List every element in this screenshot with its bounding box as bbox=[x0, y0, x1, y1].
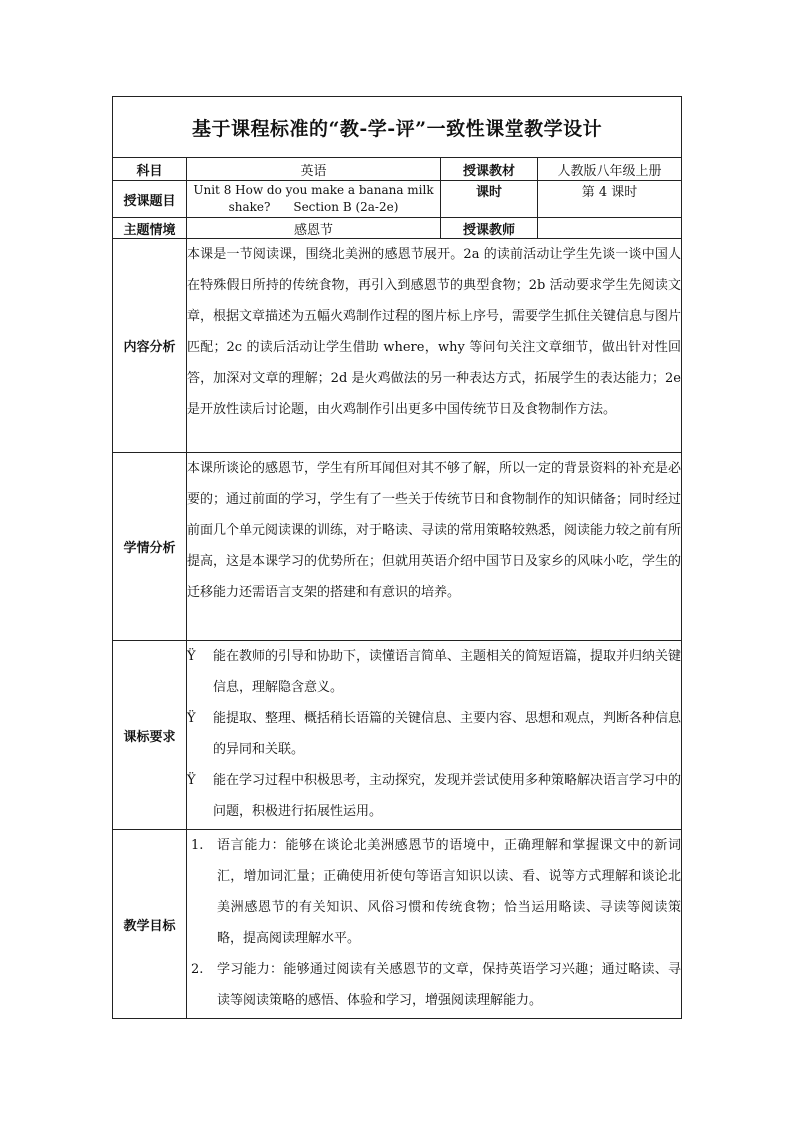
list-item bbox=[187, 703, 681, 765]
period-value: 第 4 课时 bbox=[538, 181, 682, 218]
document-title: 基于课程标准的“教-学-评”一致性课堂教学设计 bbox=[113, 97, 682, 158]
theme-value: 感恩节 bbox=[187, 218, 441, 239]
content-analysis-label: 内容分析 bbox=[113, 239, 187, 453]
requirement-text: 能提取、整理、概括稍长语篇的关键信息、主要内容、思想和观点，判断各种信息的异同和关联。 bbox=[213, 711, 682, 757]
teacher-label: 授课教师 bbox=[441, 218, 538, 239]
item-number: 1. bbox=[191, 838, 204, 853]
goal-text: 语言能力：能够在谈论北美洲感恩节的语境中，正确理解和掌握课文中的新词汇，增加词汇量；正确使用祈使句等语言知识以读、看、说等方式理解和谈论北美洲感恩节的有关知识、风俗习惯和传统食物；恰当运用略读、寻读等阅读策略，提高阅读理解水平。 bbox=[217, 838, 682, 946]
lesson-plan-table bbox=[112, 96, 682, 1019]
subject-label: 科目 bbox=[113, 158, 187, 181]
bullet-marker: Ÿ bbox=[187, 711, 196, 726]
period-label: 课时 bbox=[441, 181, 538, 218]
list-item bbox=[187, 765, 681, 827]
student-analysis-label: 学情分析 bbox=[113, 453, 187, 641]
teacher-value bbox=[538, 218, 682, 239]
material-value: 人教版八年级上册 bbox=[538, 158, 682, 181]
student-analysis-text: 本课所谈论的感恩节，学生有所耳闻但对其不够了解，所以一定的背景资料的补充是必要的；通过前面的学习，学生有了一些关于传统节日和食物制作的知识储备；同时经过前面几个单元阅读课的训练，对于略读、寻读的常用策略较熟悉，阅读能力较之前有所提高，这是本课学习的优势所在；但就用英语介绍中国节日及家乡的风味小吃，学生的迁移能力还需语言支架的搭建和有意识的培养。 bbox=[187, 453, 682, 641]
topic-label: 授课题目 bbox=[113, 181, 187, 218]
list-item bbox=[187, 641, 681, 703]
goal-text: 学习能力：能够通过阅读有关感恩节的文章，保持英语学习兴趣；通过略读、寻读等阅读策略的感悟、体验和学习，增强阅读理解能力。 bbox=[217, 962, 682, 1008]
material-label: 授课教材 bbox=[441, 158, 538, 181]
bullet-marker: Ÿ bbox=[187, 773, 196, 788]
teaching-goals-label: 教学目标 bbox=[113, 830, 187, 1019]
requirement-text: 能在教师的引导和协助下，读懂语言简单、主题相关的简短语篇，提取并归纳关键信息，理解隐含意义。 bbox=[213, 649, 682, 695]
requirement-text: 能在学习过程中积极思考，主动探究，发现并尝试使用多种策略解决语言学习中的问题，积极进行拓展性运用。 bbox=[213, 773, 682, 819]
teaching-goals-list bbox=[187, 830, 682, 1019]
subject-value: 英语 bbox=[187, 158, 441, 181]
bullet-marker: Ÿ bbox=[187, 649, 196, 664]
content-analysis-text: 本课是一节阅读课，围绕北美洲的感恩节展开。2a 的读前活动让学生先谈一谈中国人在特殊假日所持的传统食物，再引入到感恩节的典型食物；2b 活动要求学生先阅读文章，根据文章描述为五幅火鸡制作过程的图片标上序号，需要学生抓住关键信息与图片匹配；2c 的读后活动让学生借助 where，why 等问句关注文章细节，做出针对性回答，加深对文章的理解；2d 是火鸡做法的另一种表达方式，拓展学生的表达能力；2e 是开放性读后讨论题，由火鸡制作引出更多中国传统节日及食物制作方法。 bbox=[187, 239, 682, 453]
list-item bbox=[187, 830, 681, 954]
topic-line-1: Unit 8 How do you make a banana milk bbox=[193, 183, 434, 197]
curriculum-requirements-list bbox=[187, 641, 682, 830]
theme-label: 主题情境 bbox=[113, 218, 187, 239]
topic-value bbox=[187, 181, 441, 218]
item-number: 2. bbox=[191, 962, 204, 977]
topic-line-2: shake? Section B (2a-2e) bbox=[228, 200, 399, 214]
list-item bbox=[187, 954, 681, 1016]
curriculum-requirements-label: 课标要求 bbox=[113, 641, 187, 830]
